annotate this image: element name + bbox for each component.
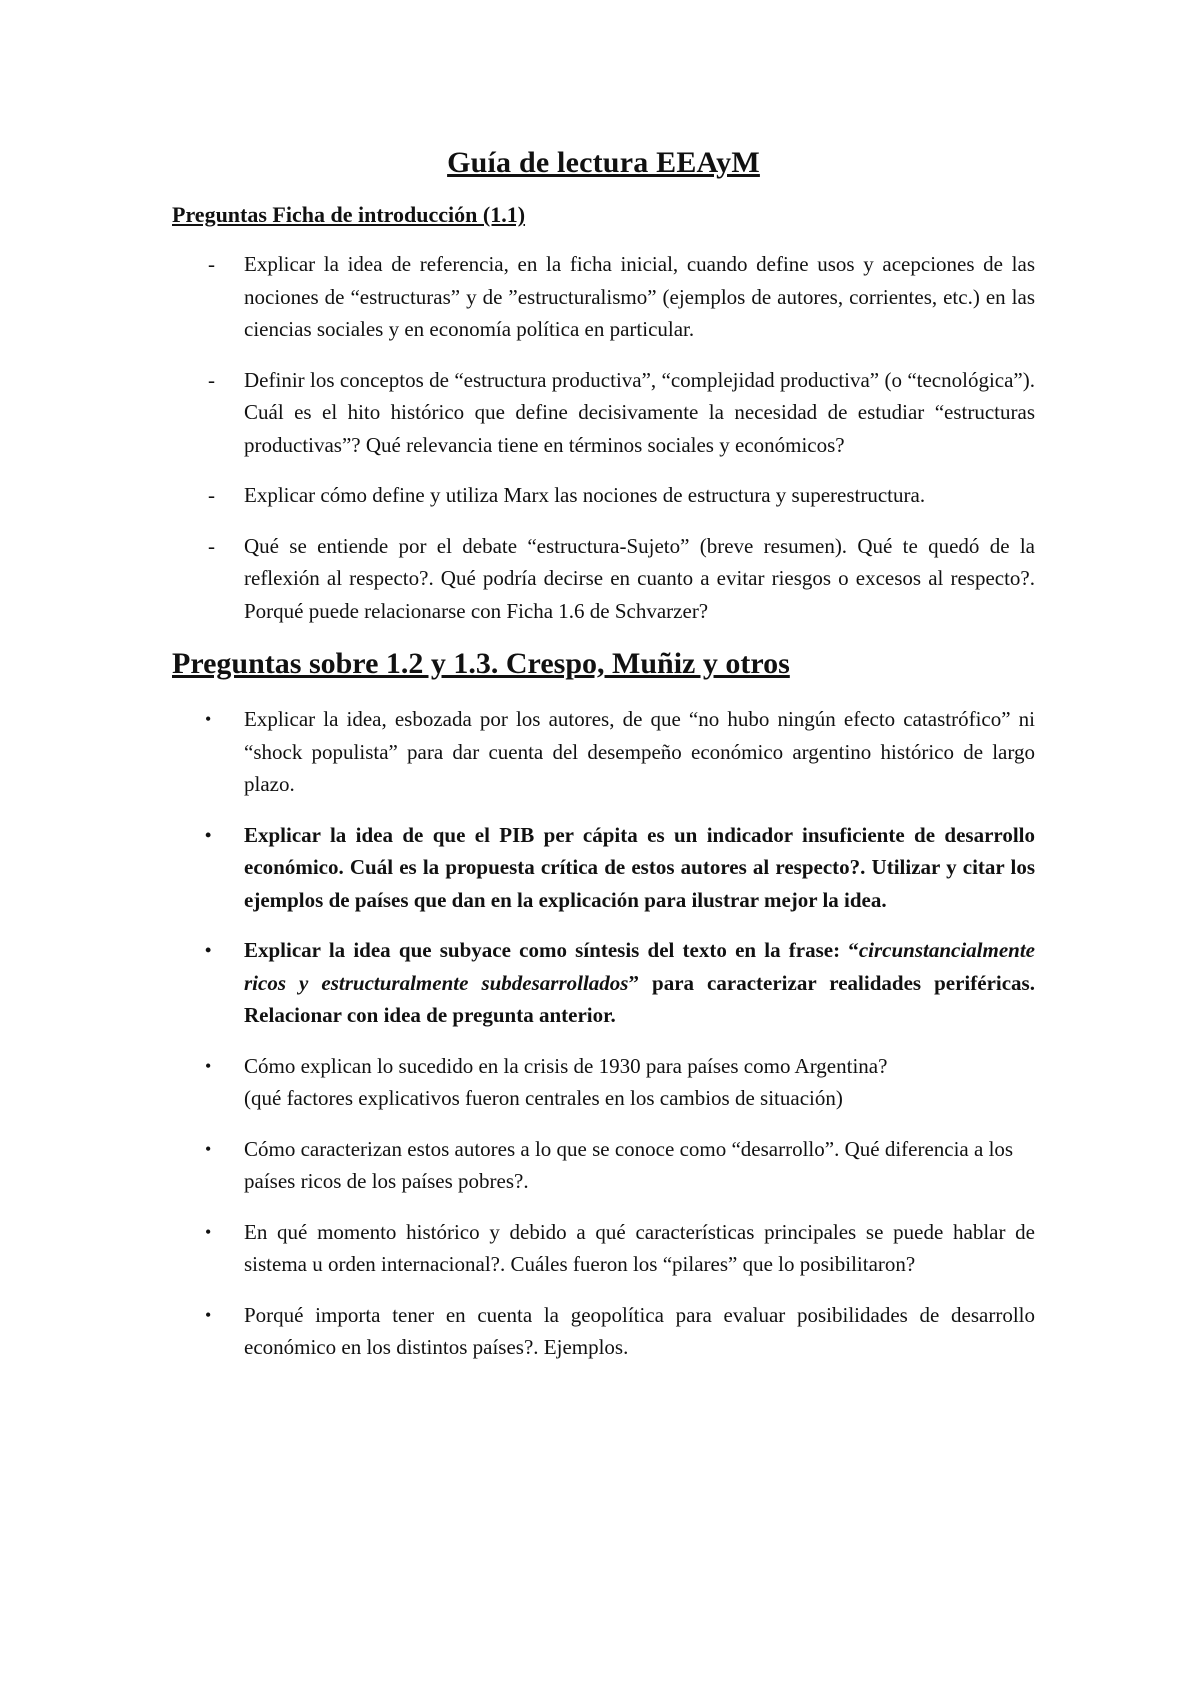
list-item	[172, 1133, 1035, 1198]
list-item	[172, 364, 1035, 462]
list-item	[172, 934, 1035, 1032]
question-text: Explicar cómo define y utiliza Marx las nociones de estructura y superestructura.	[244, 483, 926, 507]
question-text: En qué momento histórico y debido a qué características principales se puede hablar de sistema u orden internacional?. Cuáles fueron los “pilares” que lo posibilitaron?	[244, 1219, 1035, 1276]
bullet-marker: •	[205, 1304, 212, 1325]
section-heading-intro: Preguntas Ficha de introducción (1.1)	[172, 202, 526, 227]
question-subtext: (qué factores explicativos fueron centrales en los cambios de situación)	[244, 1086, 843, 1110]
dash-marker: -	[208, 367, 215, 392]
list-item	[172, 1050, 1035, 1115]
bullet-marker: •	[205, 940, 212, 960]
section-heading-crespo: Preguntas sobre 1.2 y 1.3. Crespo, Muñiz y otros	[172, 647, 790, 680]
question-text-end: ” para caracterizar realidades periféricas. Relacionar con idea de pregunta anterior.	[244, 970, 1035, 1027]
question-text: Explicar la idea de que el PIB per cápita es un indicador insuficiente de desarrollo económico. Cuál es la propuesta crítica de estos autores al respecto?. Utilizar y citar los ejemplos de países que dan en la explicación para ilustrar mejor la idea.	[244, 822, 1035, 912]
bullet-marker: •	[205, 1221, 212, 1242]
question-list-intro	[172, 248, 1035, 627]
question-text: Definir los conceptos de “estructura productiva”, “complejidad productiva” (o “tecnológica”). Cuál es el hito histórico que define decisivamente la necesidad de estudiar “estructuras productivas”? Qué relevancia tiene en términos sociales y económicos?	[244, 367, 1035, 457]
question-text-start: Explicar la idea que subyace como síntesis del texto en la frase: “	[244, 938, 859, 962]
question-text: Explicar la idea de referencia, en la ficha inicial, cuando define usos y acepciones de las nociones de “estructuras” y de ”estructuralismo” (ejemplos de autores, corrientes, etc.) en las ciencias sociales y en economía política en particular.	[244, 252, 1035, 341]
question-text: Qué se entiende por el debate “estructura-Sujeto” (breve resumen). Qué te quedó de la reflexión al respecto?. Qué podría decirse en cuanto a evitar riesgos o excesos al respecto?. Porqué puede relacionarse con Ficha 1.6 de Schvarzer?	[244, 533, 1035, 623]
question-text: Explicar la idea, esbozada por los autores, de que “no hubo ningún efecto catastrófico” ni “shock populista” para dar cuenta del desempeño económico argentino histórico de largo plazo.	[244, 707, 1035, 796]
document-title: Guía de lectura EEAyM	[447, 146, 760, 179]
list-item	[172, 248, 1035, 346]
question-text: Cómo caracterizan estos autores a lo que se conoce como “desarrollo”. Qué diferencia a los países ricos de los países pobres?.	[244, 1136, 1014, 1193]
list-item	[172, 1216, 1035, 1281]
italic-quote: circunstancialmente ricos y estructuralmente subdesarrollados	[244, 938, 1035, 995]
list-item	[172, 1299, 1035, 1364]
bullet-marker: •	[205, 709, 212, 729]
question-text: Porqué importa tener en cuenta la geopolítica para evaluar posibilidades de desarrollo económico en los distintos países?. Ejemplos.	[244, 1302, 1035, 1359]
dash-marker: -	[208, 533, 215, 558]
question-text: Cómo explican lo sucedido en la crisis de 1930 para países como Argentina?	[244, 1053, 888, 1078]
dash-marker: -	[208, 252, 215, 276]
question-list-crespo	[172, 703, 1035, 1364]
bullet-marker: •	[205, 824, 212, 845]
list-item	[172, 703, 1035, 801]
list-item	[172, 530, 1035, 628]
bullet-marker: •	[205, 1055, 212, 1076]
list-item	[172, 819, 1035, 917]
bullet-marker: •	[205, 1138, 212, 1159]
list-item	[172, 479, 1035, 512]
dash-marker: -	[208, 483, 215, 507]
